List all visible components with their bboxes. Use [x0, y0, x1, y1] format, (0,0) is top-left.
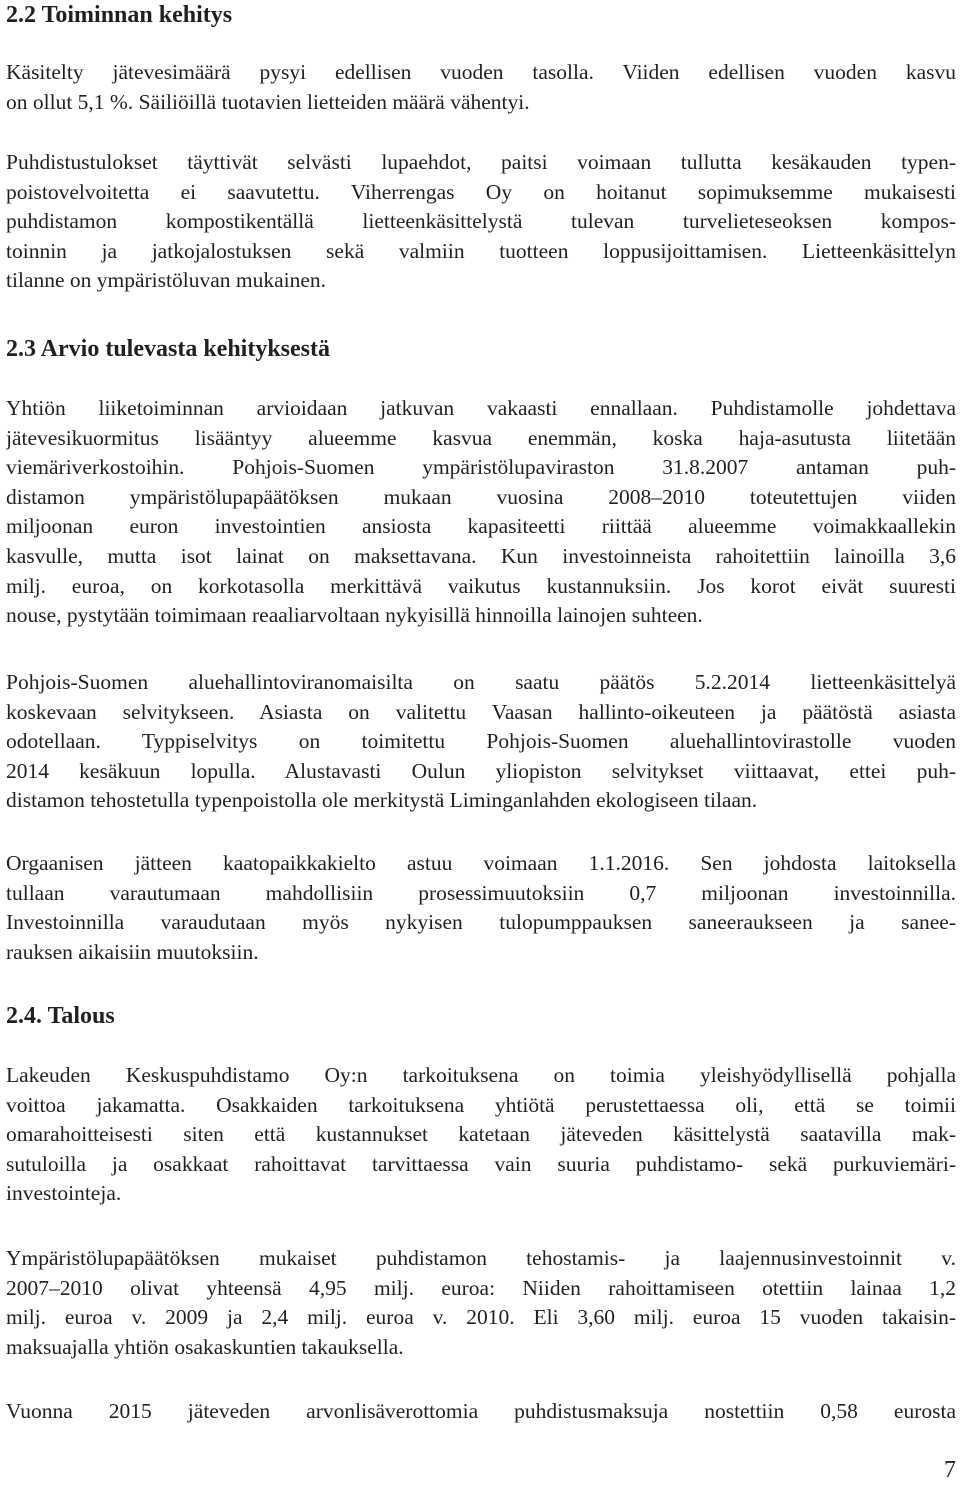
- paragraph: [6, 668, 956, 816]
- text-line: on ollut 5,1 %. Säiliöillä tuotavien lietteiden määrä vähentyi.: [6, 89, 530, 114]
- text-line: Yhtiön liiketoiminnan arvioidaan jatkuvan vakaasti ennallaan. Puhdistamolle johdettava: [6, 396, 956, 420]
- paragraph: [6, 394, 956, 631]
- paragraph: [6, 1397, 956, 1427]
- text-line: puhdistamon kompostikentällä lietteenkäsittelystä tulevan turvelieteseoksen kompos-: [6, 209, 956, 234]
- paragraph: [6, 1244, 956, 1362]
- section-heading-arvio-tulevasta-kehityksesta: 2.3 Arvio tulevasta kehityksestä: [6, 336, 330, 362]
- text-line: Käsitelty jätevesimäärä pysyi edellisen vuoden tasolla. Viiden edellisen vuoden kasvu: [6, 60, 956, 84]
- text-line: Investoinnilla varaudutaan myös nykyisen tulopumppauksen saneeraukseen ja sanee-: [6, 910, 956, 935]
- page-number: 7: [944, 1457, 956, 1483]
- text-line: maksuajalla yhtiön osakaskuntien takauksella.: [6, 1334, 404, 1359]
- section-heading-talous: 2.4. Talous: [6, 1003, 115, 1029]
- text-line: Pohjois-Suomen aluehallintoviranomaisilta on saatu päätös 5.2.2014 lietteenkäsittelyä: [6, 670, 956, 694]
- text-line: odotellaan. Typpiselvitys on toimitettu Pohjois-Suomen aluehallintovirastolle vuoden: [6, 729, 956, 754]
- text-line: tilanne on ympäristöluvan mukainen.: [6, 268, 327, 293]
- text-line: Lakeuden Keskuspuhdistamo Oy:n tarkoituksena on toimia yleishyödyllisellä pohjalla: [6, 1063, 956, 1087]
- text-line: rauksen aikaisiin muutoksiin.: [6, 939, 259, 964]
- text-line: Orgaanisen jätteen kaatopaikkakielto astuu voimaan 1.1.2016. Sen johdosta laitoksella: [6, 851, 956, 875]
- paragraph: [6, 1061, 956, 1209]
- text-line: Ympäristölupapäätöksen mukaiset puhdistamon tehostamis- ja laajennusinvestoinnit v.: [6, 1246, 956, 1270]
- text-line: voittoa jakamatta. Osakkaiden tarkoituksena yhtiötä perustettaessa oli, että se toimii: [6, 1092, 956, 1117]
- text-line: 2007–2010 olivat yhteensä 4,95 milj. euroa: Niiden rahoittamiseen otettiin lainaa 1,2: [6, 1275, 956, 1300]
- text-line: jätevesikuormitus lisääntyy alueemme kasvua enemmän, koska haja-asutusta liitetään: [6, 425, 956, 450]
- text-line: koskevaan selvitykseen. Asiasta on valitettu Vaasan hallinto-oikeuteen ja päätöstä asiasta: [6, 699, 956, 724]
- text-line: distamon tehostetulla typenpoistolla ole merkitystä Liminganlahden ekologiseen tilaan.: [6, 788, 758, 813]
- text-line: nouse, pystytään toimimaan reaaliarvoltaan nykyisillä hinnoilla lainojen suhteen.: [6, 603, 703, 628]
- text-line: Vuonna 2015 jäteveden arvonlisäverottomia puhdistusmaksuja nostettiin 0,58 eurosta: [6, 1399, 956, 1423]
- text-line: tullaan varautumaan mahdollisiin prosessimuutoksiin 0,7 miljoonan investoinnilla.: [6, 880, 956, 905]
- text-line: distamon ympäristölupapäätöksen mukaan vuosina 2008–2010 toteutettujen viiden: [6, 484, 956, 509]
- text-line: viemäriverkostoihin. Pohjois-Suomen ympäristölupaviraston 31.8.2007 antaman puh-: [6, 455, 956, 480]
- text-line: miljoonan euron investointien ansiosta kapasiteetti riittää alueemme voimakkaallekin: [6, 514, 956, 539]
- paragraph: [6, 849, 956, 967]
- paragraph: [6, 58, 956, 117]
- text-line: Puhdistustulokset täyttivät selvästi lupaehdot, paitsi voimaan tullutta kesäkauden typen-: [6, 150, 956, 174]
- section-heading-toiminnan-kehitys: 2.2 Toiminnan kehitys: [6, 2, 233, 28]
- text-line: poistovelvoitetta ei saavutettu. Viherrengas Oy on hoitanut sopimuksemme mukaisesti: [6, 179, 956, 204]
- text-line: kasvulle, mutta isot lainat on maksettavana. Kun investoinneista rahoitettiin lainoilla 3,6: [6, 543, 956, 568]
- text-line: sutuloilla ja osakkaat rahoittavat tarvittaessa vain suuria puhdistamo- sekä purkuviemäri-: [6, 1151, 956, 1176]
- text-line: 2014 kesäkuun lopulla. Alustavasti Oulun yliopiston selvitykset viittaavat, ettei puh-: [6, 758, 956, 783]
- text-line: investointeja.: [6, 1181, 122, 1206]
- text-line: milj. euroa, on korkotasolla merkittävä vaikutus kustannuksiin. Jos korot eivät suuresti: [6, 573, 956, 598]
- paragraph: [6, 148, 956, 296]
- text-line: milj. euroa v. 2009 ja 2,4 milj. euroa v. 2010. Eli 3,60 milj. euroa 15 vuoden takaisin-: [6, 1305, 956, 1330]
- text-line: omarahoitteisesti siten että kustannukset katetaan jäteveden käsittelystä saatavilla mak-: [6, 1122, 956, 1147]
- text-line: toinnin ja jatkojalostuksen sekä valmiin tuotteen loppusijoittamisen. Lietteenkäsittelyn: [6, 238, 956, 263]
